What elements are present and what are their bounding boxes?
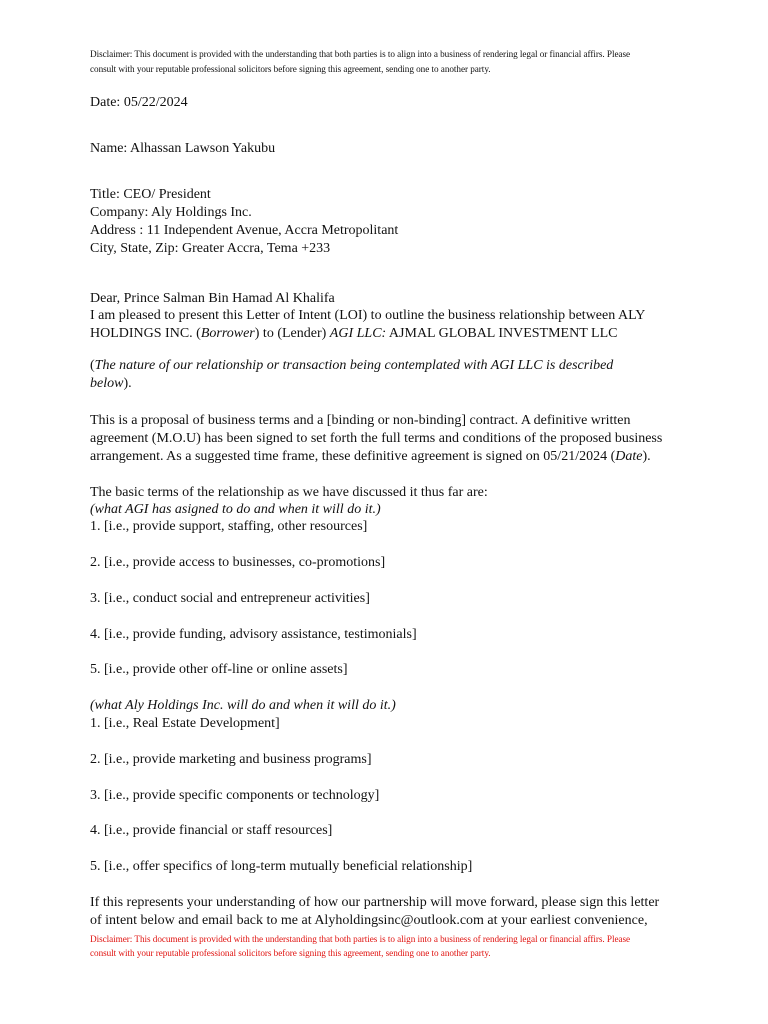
agi-item-3: 3. [i.e., conduct social and entrepreneur activities]	[90, 591, 370, 606]
recipient-name-line: Name: Alhassan Lawson Yakubu	[90, 141, 276, 156]
aly-item-2: 2. [i.e., provide marketing and business programs]	[90, 752, 372, 767]
agi-item-1: 1. [i.e., provide support, staffing, other resources]	[90, 519, 368, 534]
aly-item-1: 1. [i.e., Real Estate Development]	[90, 716, 280, 731]
intro-line-1: I am pleased to present this Letter of Intent (LOI) to outline the business relationship between ALY	[90, 308, 646, 323]
disclaimer-bottom-line-2: consult with your reputable professional solicitors before signing this agreement, sending one to another party.	[90, 948, 491, 958]
basic-terms-line: The basic terms of the relationship as we have discussed it thus far are:	[90, 485, 488, 500]
disclaimer-bottom-line-1: Disclaimer: This document is provided with the understanding that both parties is to align into a business of rendering legal or financial affirs. Please	[90, 934, 631, 944]
address-line: Address : 11 Independent Avenue, Accra Metropolitant	[90, 223, 399, 238]
agi-item-5: 5. [i.e., provide other off-line or online assets]	[90, 662, 348, 677]
disclaimer-top-line-1: Disclaimer: This document is provided with the understanding that both parties is to align into a business of rendering legal or financial affirs. Please	[90, 49, 631, 59]
agi-obligations-heading: (what AGI has asigned to do and when it will do it.)	[90, 502, 381, 517]
proposal-line-2: agreement (M.O.U) has been signed to set forth the full terms and conditions of the proposed business	[90, 431, 663, 446]
aly-obligations-heading: (what Aly Holdings Inc. will do and when it will do it.)	[90, 698, 396, 713]
nature-line-1: (The nature of our relationship or transaction being contemplated with AGI LLC is described	[90, 358, 614, 373]
intro-line-2: HOLDINGS INC. (Borrower) to (Lender) AGI LLC: AJMAL GLOBAL INVESTMENT LLC	[90, 326, 618, 341]
proposal-line-1: This is a proposal of business terms and a [binding or non-binding] contract. A definitive written	[90, 413, 631, 428]
closing-line-1: If this represents your understanding of how our partnership will move forward, please sign this letter	[90, 895, 660, 910]
aly-item-4: 4. [i.e., provide financial or staff resources]	[90, 823, 333, 838]
closing-line-2: of intent below and email back to me at Alyholdingsinc@outlook.com at your earliest convenience,	[90, 913, 648, 928]
company-line: Company: Aly Holdings Inc.	[90, 205, 252, 220]
title-line: Title: CEO/ President	[90, 187, 211, 202]
aly-item-3: 3. [i.e., provide specific components or technology]	[90, 788, 380, 803]
proposal-line-3: arrangement. As a suggested time frame, these definitive agreement is signed on 05/21/2024 (Date).	[90, 449, 651, 464]
city-line: City, State, Zip: Greater Accra, Tema +233	[90, 241, 331, 256]
disclaimer-top-line-2: consult with your reputable professional solicitors before signing this agreement, sending one to another party.	[90, 64, 491, 74]
agi-item-4: 4. [i.e., provide funding, advisory assistance, testimonials]	[90, 627, 417, 642]
salutation: Dear, Prince Salman Bin Hamad Al Khalifa	[90, 291, 335, 306]
agi-item-2: 2. [i.e., provide access to businesses, co-promotions]	[90, 555, 386, 570]
aly-item-5: 5. [i.e., offer specifics of long-term mutually beneficial relationship]	[90, 859, 473, 874]
date-line: Date: 05/22/2024	[90, 95, 188, 110]
nature-line-2: below).	[90, 376, 132, 391]
